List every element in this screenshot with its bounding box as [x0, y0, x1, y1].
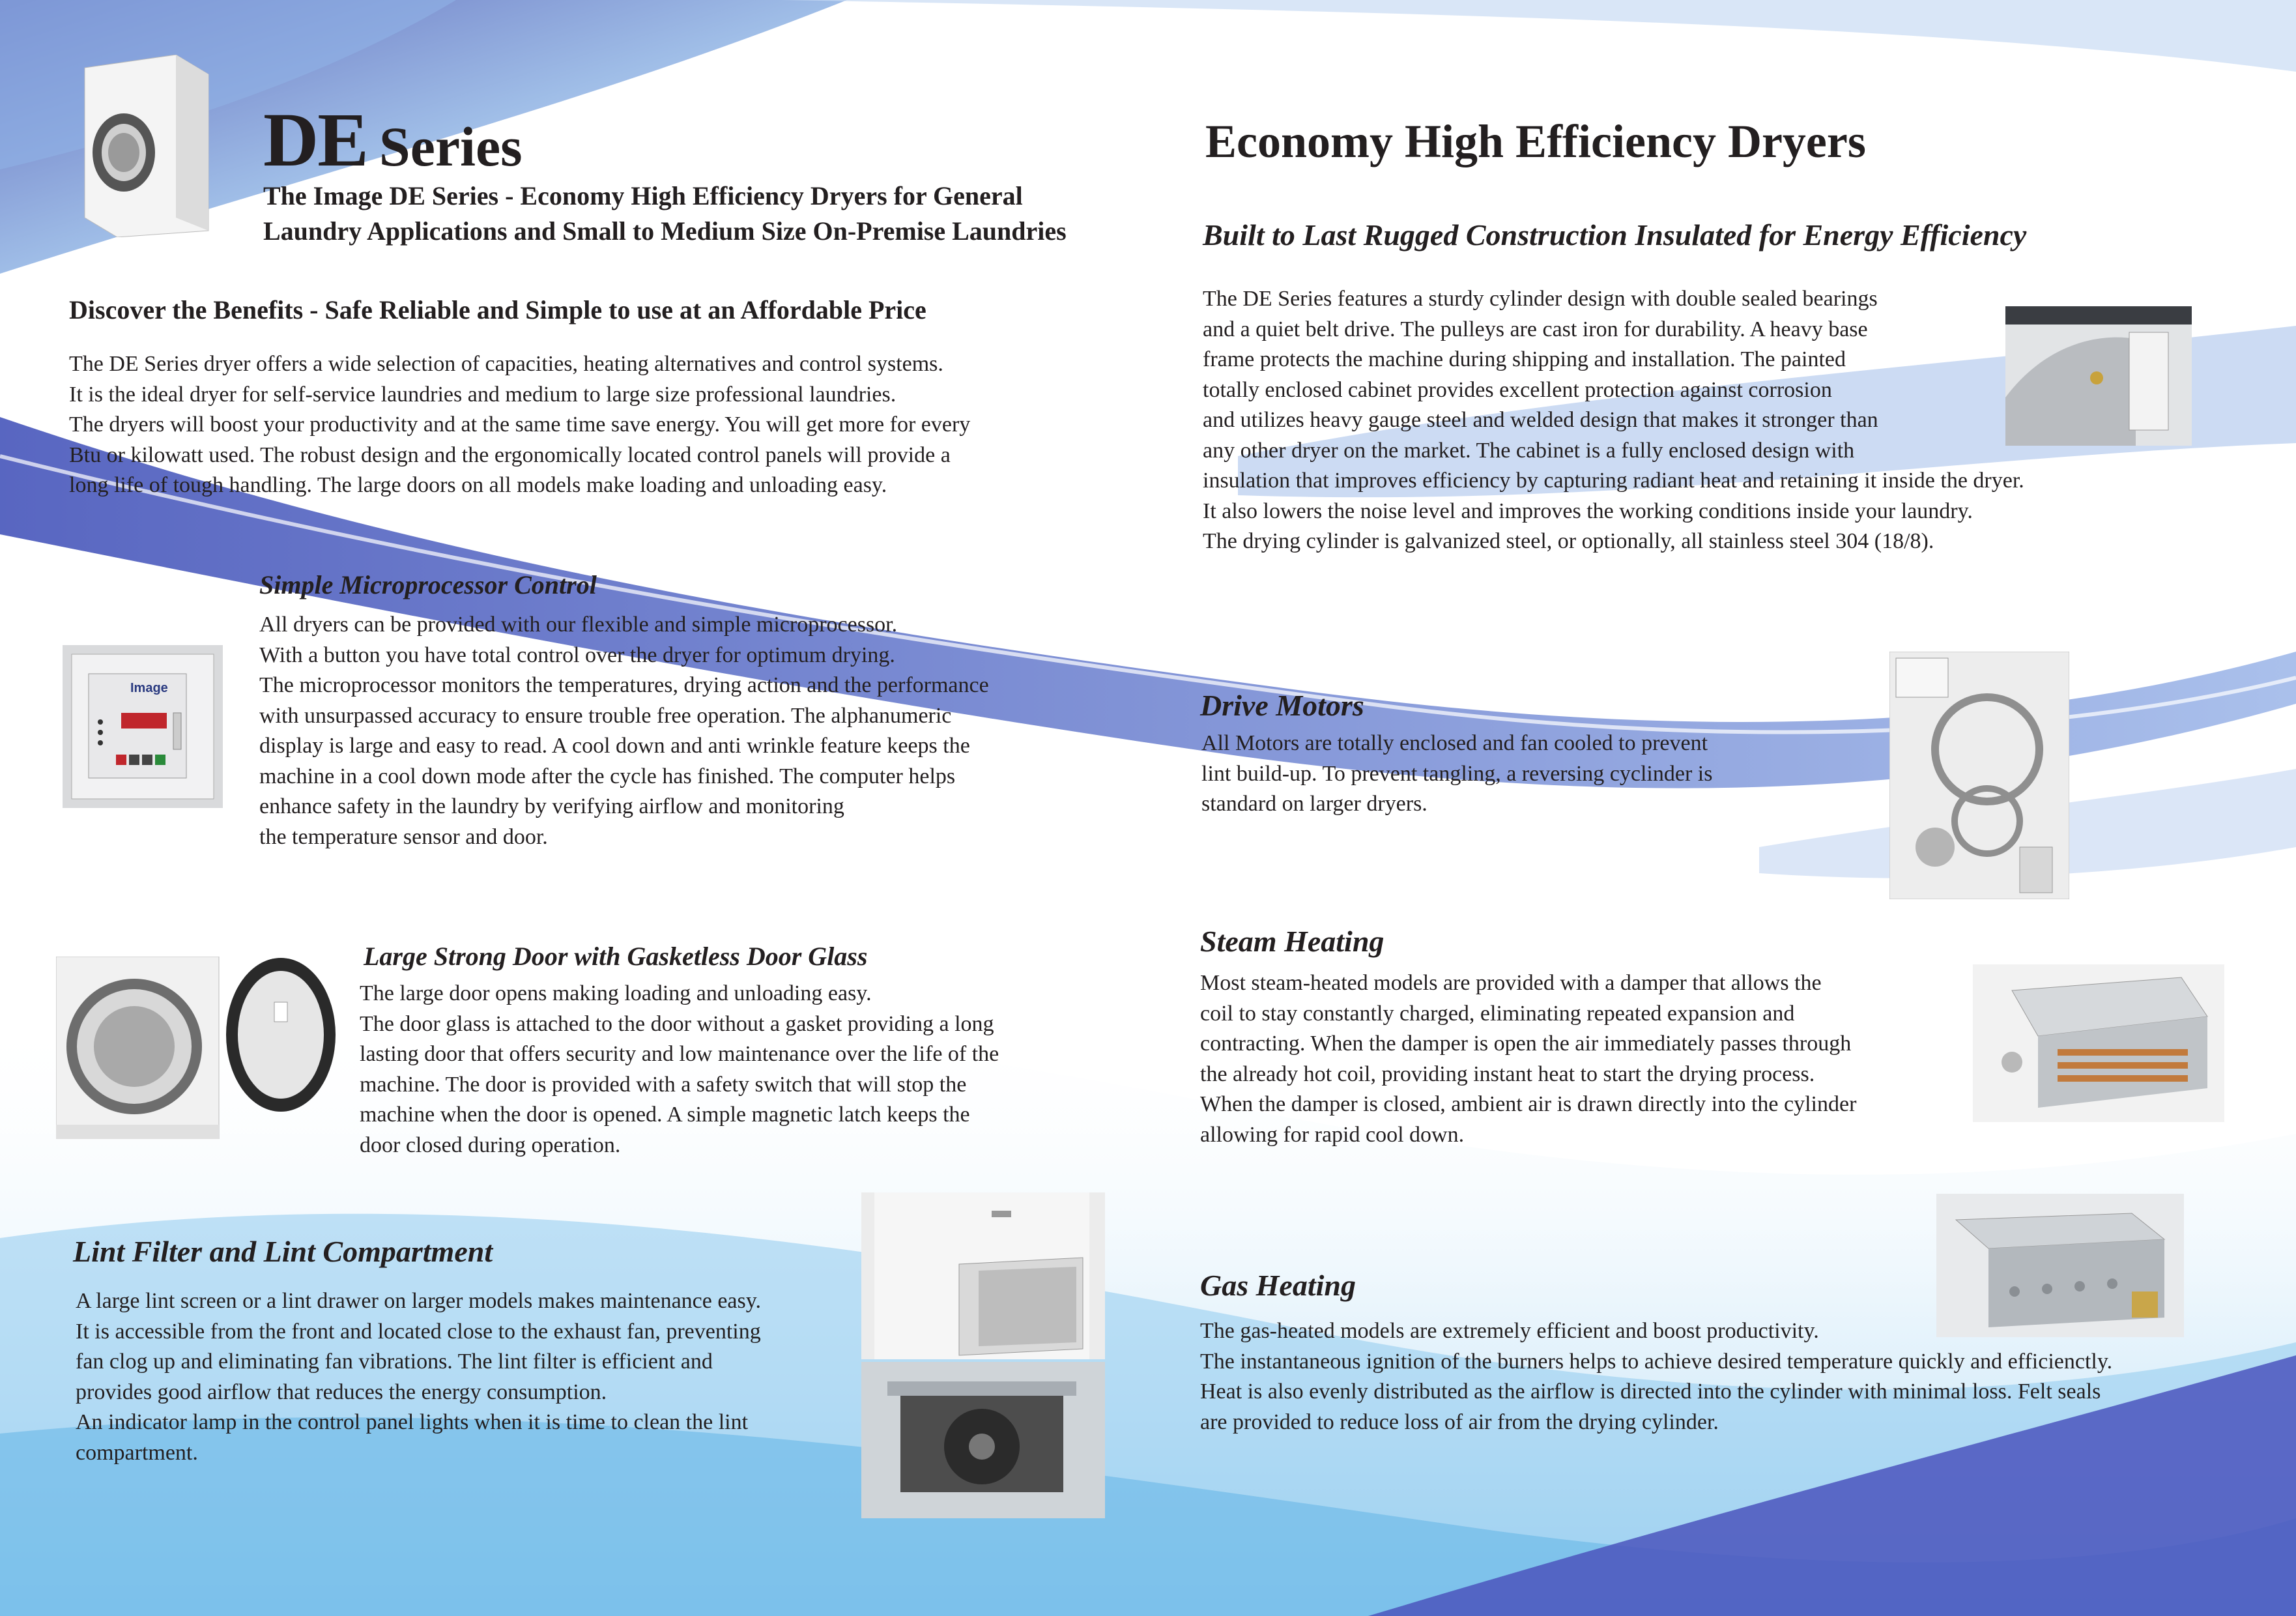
text-line: A large lint screen or a lint drawer on larger models makes maintenance easy.: [76, 1289, 762, 1313]
text-line: machine. The door is provided with a safety switch that will stop the: [360, 1072, 967, 1097]
gas-heading: Gas Heating: [1200, 1269, 1356, 1302]
text-line: lasting door that offers security and low maintenance over the life of the: [360, 1042, 999, 1066]
motors-heading: Drive Motors: [1200, 689, 1364, 722]
text-line: frame protects the machine during shipping and installation. The painted: [1203, 347, 1846, 371]
text-line: Heat is also evenly distributed as the airflow is directed into the cylinder with minimal loss. Felt seals: [1200, 1379, 2101, 1404]
text-line: provides good airflow that reduces the energy consumption.: [76, 1379, 607, 1404]
series-word: Series: [379, 115, 523, 178]
text-line: are provided to reduce loss of air from the drying cylinder.: [1200, 1409, 1719, 1434]
text-line: totally enclosed cabinet provides excellent protection against corrosion: [1203, 377, 1832, 402]
text-line: and utilizes heavy gauge steel and welded design that makes it stronger than: [1203, 408, 1878, 432]
text-line: lint build-up. To prevent tangling, a reversing cyclinder is: [1201, 761, 1713, 786]
text-line: compartment.: [76, 1440, 198, 1465]
text-line: machine when the door is opened. A simple magnetic latch keeps the: [360, 1103, 970, 1127]
panel-brand-label: Image: [130, 681, 168, 695]
text-line: The DE Series dryer offers a wide selection of capacities, heating alternatives and control systems.: [69, 352, 943, 376]
text-line: contracting. When the damper is open the air immediately passes through: [1200, 1032, 1852, 1056]
text-line: Btu or kilowatt used. The robust design and the ergonomically located control panels will provide a: [69, 442, 951, 467]
text-line: display is large and easy to read. A cool down and anti wrinkle feature keeps the: [259, 734, 970, 758]
text-line: with unsurpassed accuracy to ensure trouble free operation. The alphanumeric: [259, 703, 952, 728]
text-line: The DE Series features a sturdy cylinder design with double sealed bearings: [1203, 287, 1878, 311]
door-text: [360, 979, 999, 1161]
text-line: Most steam-heated models are provided with a damper that allows the: [1200, 971, 1822, 995]
text-line: All Motors are totally enclosed and fan cooled to prevent: [1201, 731, 1708, 755]
right-title: Economy High Efficiency Dryers: [1205, 115, 1866, 167]
text-line: The large door opens making loading and unloading easy.: [360, 981, 872, 1005]
steam-text: [1200, 968, 1856, 1150]
door-photo: [56, 957, 336, 1139]
text-line: machine in a cool down mode after the cycle has finished. The computer helps: [259, 764, 956, 788]
text-line: The instantaneous ignition of the burners helps to achieve desired temperature quickly and efficienctly.: [1200, 1349, 2113, 1374]
control-panel-photo: [63, 645, 223, 808]
subtitle-line: Laundry Applications and Small to Medium Size On-Premise Laundries: [263, 216, 1067, 246]
text-line: the already hot coil, providing instant heat to start the drying process.: [1200, 1061, 1815, 1086]
text-line: It also lowers the noise level and improves the working conditions inside your laundry.: [1203, 498, 1973, 523]
lint-compartment-photo: [861, 1362, 1105, 1518]
door-heading: Large Strong Door with Gasketless Door Glass: [364, 942, 868, 971]
text-line: The dryers will boost your productivity and at the same time save energy. You will get more for every: [69, 412, 971, 437]
text-line: An indicator lamp in the control panel lights when it is time to clean the lint: [76, 1410, 749, 1434]
cabinet-photo: [2005, 306, 2192, 446]
subtitle-line: The Image DE Series - Economy High Efficiency Dryers for General: [263, 181, 1023, 210]
text-line: All dryers can be provided with our flexible and simple microprocessor.: [259, 613, 898, 637]
built-text: [1203, 284, 2024, 557]
benefits-text: [69, 349, 970, 501]
microprocessor-heading: Simple Microprocessor Control: [259, 570, 597, 599]
text-line: The microprocessor monitors the temperatures, drying action and the performance: [259, 673, 989, 697]
text-line: coil to stay constantly charged, eliminating repeated expansion and: [1200, 1001, 1795, 1026]
header-subtitle: [263, 179, 1067, 249]
text-line: door closed during operation.: [360, 1133, 621, 1157]
text-line: standard on larger dryers.: [1201, 792, 1428, 816]
lint-text: [76, 1286, 761, 1468]
text-line: enhance safety in the laundry by verifying airflow and monitoring: [259, 794, 844, 818]
text-line: and a quiet belt drive. The pulleys are cast iron for durability. A heavy base: [1203, 317, 1868, 341]
lint-drawer-photo: [861, 1192, 1105, 1359]
text-line: It is accessible from the front and located close to the exhaust fan, preventing: [76, 1319, 761, 1344]
text-line: The gas-heated models are extremely efficient and boost productivity.: [1200, 1319, 1819, 1343]
gas-text: [1200, 1316, 2112, 1437]
motors-text: [1201, 729, 1712, 820]
built-heading: Built to Last Rugged Construction Insulated for Energy Efficiency: [1203, 218, 2027, 252]
steam-heading: Steam Heating: [1200, 925, 1385, 958]
text-line: long life of tough handling. The large doors on all models make loading and unloading easy.: [69, 473, 887, 497]
text-line: The drying cylinder is galvanized steel, or optionally, all stainless steel 304 (18/8).: [1203, 529, 1934, 553]
steam-coil-photo: [1973, 964, 2224, 1122]
text-line: the temperature sensor and door.: [259, 824, 548, 849]
dryer-photo: [78, 55, 215, 237]
text-line: The door glass is attached to the door without a gasket providing a long: [360, 1011, 994, 1036]
series-title: [263, 97, 523, 182]
text-line: With a button you have total control over the dryer for optimum drying.: [259, 642, 895, 667]
text-line: insulation that improves efficiency by capturing radiant heat and retaining it inside the dryer.: [1203, 469, 2024, 493]
benefits-heading: Discover the Benefits - Safe Reliable and Simple to use at an Affordable Price: [69, 295, 926, 325]
text-line: allowing for rapid cool down.: [1200, 1122, 1465, 1147]
text-line: any other dryer on the market. The cabinet is a fully enclosed design with: [1203, 438, 1855, 463]
lint-heading: Lint Filter and Lint Compartment: [73, 1235, 493, 1268]
text-line: It is the ideal dryer for self-service laundries and medium to large size professional laundries.: [69, 382, 897, 407]
text-line: When the damper is closed, ambient air is drawn directly into the cylinder: [1200, 1092, 1857, 1116]
microprocessor-text: [259, 610, 989, 852]
text-line: fan clog up and eliminating fan vibrations. The lint filter is efficient and: [76, 1349, 713, 1374]
series-de: DE: [263, 97, 367, 182]
drive-motor-photo: [1889, 652, 2069, 899]
gas-burner-photo: [1936, 1194, 2184, 1337]
